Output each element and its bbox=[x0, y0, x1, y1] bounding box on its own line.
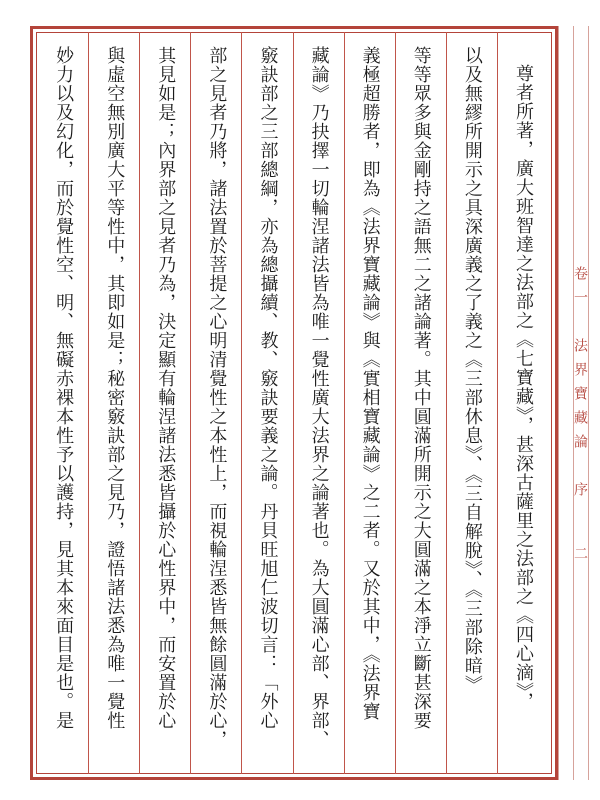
column-5-text: 藏論》乃抉擇一切輪涅諸法皆為唯一覺性廣大法界之論著也。為大圓滿心部、界部、 bbox=[308, 46, 330, 749]
column-9 bbox=[88, 32, 139, 774]
column-3 bbox=[395, 32, 446, 774]
page-number: 二 bbox=[572, 546, 588, 560]
column-4-text: 義極超勝者，即為《法界寶藏論》與《實相寶藏論》之二者。又於其中，《法界寶 bbox=[359, 46, 381, 721]
column-1 bbox=[497, 32, 548, 774]
column-6-text: 竅訣部之三部總綱，亦為總攝續、教、竅訣要義之論。丹貝旺旭仁波切言：「外心 bbox=[257, 46, 279, 730]
column-8 bbox=[139, 32, 190, 774]
column-1-text: 尊者所著，廣大班智達之法部之《七寶藏》，甚深古薩里之法部之《四心滴》， bbox=[512, 64, 534, 711]
column-9-text: 與虛空無別廣大平等性中，其即如是；秘密竅訣部之見乃，證悟諸法悉為唯一覺性 bbox=[104, 46, 126, 730]
column-5 bbox=[293, 32, 344, 774]
column-10 bbox=[38, 32, 88, 774]
column-2-text: 以及無繆所開示之具深廣義之了義之《三部休息》、《三自解脫》、《三部除暗》 bbox=[461, 46, 483, 694]
margin-title: 卷一 法界寶藏論 序 bbox=[572, 266, 588, 506]
column-6 bbox=[241, 32, 292, 774]
column-3-text: 等等眾多與金剛持之語無二之諸論著。其中圓滿所開示之大圓滿之本淨立斷甚深要 bbox=[410, 46, 432, 730]
column-10-text: 妙力以及幻化，而於覺性空、明、無礙赤裸本性予以護持，見其本來面目是也。是 bbox=[53, 46, 75, 730]
text-columns bbox=[38, 32, 548, 774]
column-7 bbox=[190, 32, 241, 774]
column-8-text: 其見如是；內界部之見者乃為，決定顯有輪涅諸法悉皆攝於心性界中，而安置於心 bbox=[155, 46, 177, 730]
column-2 bbox=[446, 32, 497, 774]
column-4 bbox=[344, 32, 395, 774]
column-7-text: 部之見者乃將，諸法置於菩提之心明清覺性之本性上，而視輪涅悉皆無餘圓滿於心， bbox=[206, 46, 228, 749]
page-margin bbox=[558, 26, 600, 780]
